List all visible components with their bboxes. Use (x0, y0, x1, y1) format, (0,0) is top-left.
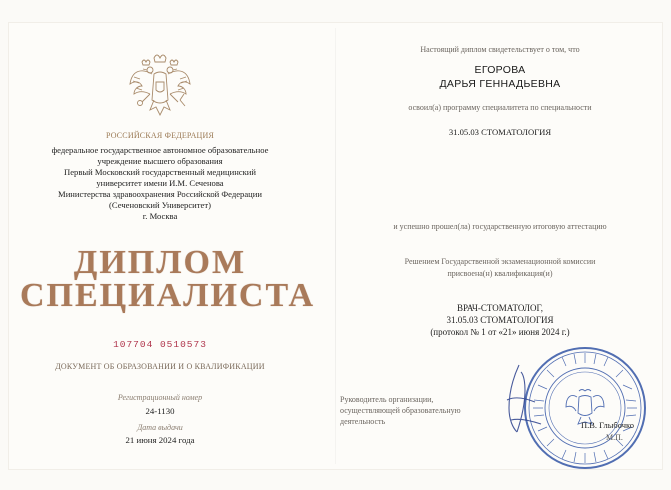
issue-date-label: Дата выдачи (137, 423, 183, 432)
center-fold (335, 28, 336, 464)
issue-date: 21 июня 2024 года (125, 435, 195, 445)
registration-number: 24-1130 (145, 406, 175, 416)
head-title-line1: Руководитель организации, (340, 395, 434, 404)
institution-line: университет имени И.М. Сеченова (96, 178, 224, 188)
stamp-place-label: М.П. (606, 433, 623, 442)
intro-text: Настоящий диплом свидетельствует о том, что (420, 45, 580, 54)
qualification-line2: 31.05.03 СТОМАТОЛОГИЯ (446, 315, 554, 325)
head-title-line3: деятельность (340, 417, 386, 426)
diploma-title-line1: ДИПЛОМ (73, 244, 247, 281)
attestation-statement: и успешно прошел(ла) государственную итоговую аттестацию (393, 222, 607, 231)
institution-block (40, 145, 280, 222)
diploma-serial-number: 107704 0510573 (113, 339, 207, 350)
institution-line: Министерства здравоохранения Российской Федерации (58, 189, 262, 199)
commission-decision-line1: Решением Государственной экзаменационной комиссии (404, 257, 596, 266)
graduate-surname: ЕГОРОВА (474, 64, 526, 76)
country-label: РОССИЙСКАЯ ФЕДЕРАЦИЯ (105, 131, 215, 140)
qualification-protocol: (протокол № 1 от «21» июня 2024 г.) (430, 327, 570, 337)
graduate-given-names: ДАРЬЯ ГЕННАДЬЕВНА (439, 78, 561, 90)
institution-line: учреждение высшего образования (97, 156, 223, 166)
specialty: 31.05.03 СТОМАТОЛОГИЯ (448, 127, 552, 137)
document-type: ДОКУМЕНТ ОБ ОБРАЗОВАНИИ И О КВАЛИФИКАЦИИ (55, 362, 265, 371)
institution-line: Первый Московский государственный медицинский (64, 167, 256, 177)
russian-coat-of-arms-icon (128, 50, 192, 124)
program-statement: освоил(а) программу специалитета по специальности (408, 103, 592, 112)
registration-label: Регистрационный номер (117, 393, 203, 402)
handwritten-signature-icon (495, 360, 555, 435)
commission-decision-line2: присвоена(н) квалификация(и) (447, 269, 553, 278)
institution-line: г. Москва (142, 211, 178, 221)
diploma-title-line2: СПЕЦИАЛИСТА (20, 277, 315, 314)
institution-line: федеральное государственное автономное образовательное (51, 145, 269, 155)
qualification-line1: ВРАЧ-СТОМАТОЛОГ, (457, 303, 543, 313)
institution-line: (Сеченовский Университет) (109, 200, 211, 210)
head-title-line2: осуществляющей образовательную (340, 406, 461, 415)
signer-name: П.В. Глыбочко (581, 420, 634, 430)
